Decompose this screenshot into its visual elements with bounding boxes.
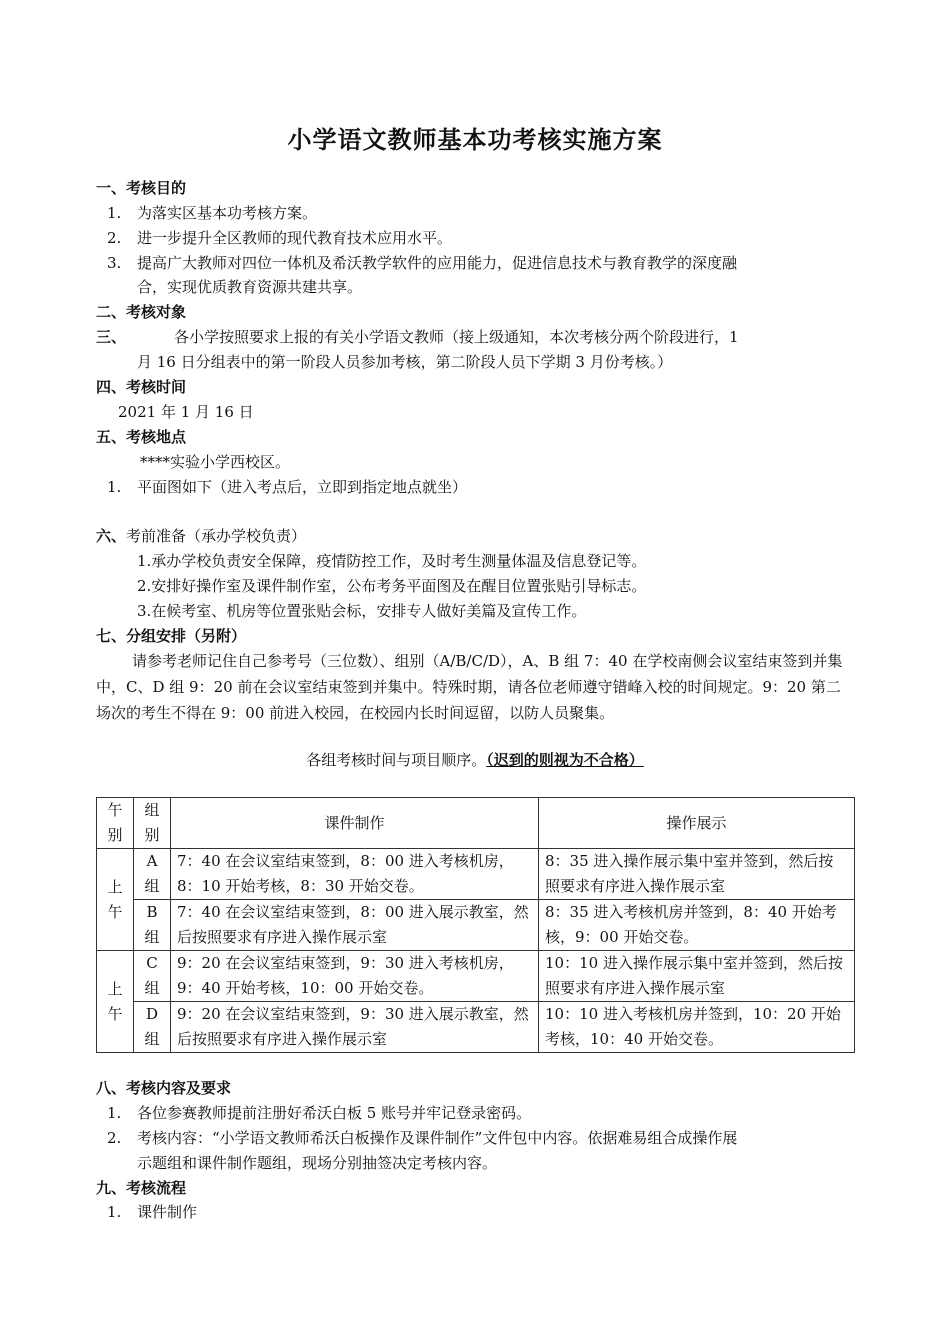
courseware-cell: 7：40 在会议室结束签到，8：00 进入考核机房，8：10 开始考核，8：30 开始交卷。 <box>171 849 539 900</box>
list-item: 3. 提高广大教师对四位一体机及希沃教学软件的应用能力，促进信息技术与教育教学的深度融 <box>107 254 738 272</box>
operation-cell: 8：35 进入操作展示集中室并签到，然后按照要求有序进入操作展示室 <box>539 849 855 900</box>
list-item-continuation: 示题组和课件制作题组，现场分别抽签决定考核内容。 <box>137 1154 498 1172</box>
list-item: 3.在候考室、机房等位置张贴会标，安排专人做好美篇及宣传工作。 <box>137 602 587 620</box>
schedule-table <box>96 797 855 1053</box>
group-cell: A组 <box>134 849 171 900</box>
group-cell: C组 <box>134 951 171 1002</box>
document-title: 小学语文教师基本功考核实施方案 <box>287 126 663 154</box>
group-cell: D组 <box>134 1002 171 1053</box>
operation-cell: 10：10 进入考核机房并签到，10：20 开始考核，10：40 开始交卷。 <box>539 1002 855 1053</box>
operation-cell: 10：10 进入操作展示集中室并签到，然后按照要求有序进入操作展示室 <box>539 951 855 1002</box>
period-cell: 上午 <box>97 849 134 951</box>
list-item: 1. 课件制作 <box>107 1203 198 1221</box>
list-item-continuation: 合，实现优质教育资源共建共享。 <box>137 278 363 296</box>
table-row <box>97 900 855 951</box>
section-3-marker: 三、 <box>96 328 127 346</box>
period-cell: 上午 <box>97 951 134 1053</box>
header-courseware: 课件制作 <box>171 798 539 849</box>
section-3-text: 各小学按照要求上报的有关小学语文教师（接上级通知，本次考核分两个阶段进行，1 <box>174 328 739 346</box>
list-item: 1. 为落实区基本功考核方案。 <box>107 204 318 222</box>
header-period: 午别 <box>97 798 134 849</box>
list-item: 1. 平面图如下（进入考点后，立即到指定地点就坐） <box>107 478 468 496</box>
list-item: 2. 进一步提升全区教师的现代教育技术应用水平。 <box>107 229 453 247</box>
list-item: 1.承办学校负责安全保障，疫情防控工作，及时考生测量体温及信息登记等。 <box>137 552 647 570</box>
group-cell: B组 <box>134 900 171 951</box>
header-group: 组别 <box>134 798 171 849</box>
section-9-heading: 九、考核流程 <box>96 1179 187 1197</box>
table-caption: 各组考核时间与项目顺序。（迟到的则视为不合格） <box>306 751 644 769</box>
section-5-heading: 五、考核地点 <box>96 428 187 446</box>
courseware-cell: 7：40 在会议室结束签到，8：00 进入展示教室，然后按照要求有序进入操作展示室 <box>171 900 539 951</box>
grouping-paragraph: 请参考老师记住自己参考号（三位数）、组别（A/B/C/D），A、B 组 7：40 在学校南侧会议室结束签到并集中，C、D 组 9：20 前在会议室结束签到并集中。特殊时期，请各位老师遵守错峰入校的时间规定。9：20 第二场次的考生不得在 9：00 前进入校园，在校园内长时间逗留，以防人员聚集。 <box>96 652 843 722</box>
section-4-heading: 四、考核时间 <box>96 378 187 396</box>
table-row <box>97 849 855 900</box>
table-row <box>97 951 855 1002</box>
list-item: 2.安排好操作室及课件制作室，公布考务平面图及在醒目位置张贴引导标志。 <box>137 577 647 595</box>
table-row <box>97 1002 855 1053</box>
section-2-heading: 二、考核对象 <box>96 303 187 321</box>
list-item: 1. 各位参赛教师提前注册好希沃白板 5 账号并牢记登录密码。 <box>107 1104 532 1122</box>
courseware-cell: 9：20 在会议室结束签到，9：30 进入考核机房，9：40 开始考核，10：00 开始交卷。 <box>171 951 539 1002</box>
section-8-heading: 八、考核内容及要求 <box>96 1079 232 1097</box>
section-1-heading: 一、考核目的 <box>96 179 187 197</box>
exam-location: ****实验小学西校区。 <box>140 453 291 471</box>
exam-date: 2021 年 1 月 16 日 <box>118 403 254 421</box>
late-warning: （迟到的则视为不合格） <box>486 751 644 769</box>
section-7-heading: 七、分组安排（另附） <box>96 627 247 645</box>
table-header-row <box>97 798 855 849</box>
list-item: 2. 考核内容：“小学语文教师希沃白板操作及课件制作”文件包中内容。依据难易组合成操作展 <box>107 1129 738 1147</box>
section-3-text-continued: 月 16 日分组表中的第一阶段人员参加考核，第二阶段人员下学期 3 月份考核。） <box>137 353 673 371</box>
courseware-cell: 9：20 在会议室结束签到，9：30 进入展示教室，然后按照要求有序进入操作展示室 <box>171 1002 539 1053</box>
header-operation: 操作展示 <box>539 798 855 849</box>
section-6-heading: 六、考前准备（承办学校负责） <box>96 527 307 545</box>
operation-cell: 8：35 进入考核机房并签到，8：40 开始考核，9：00 开始交卷。 <box>539 900 855 951</box>
